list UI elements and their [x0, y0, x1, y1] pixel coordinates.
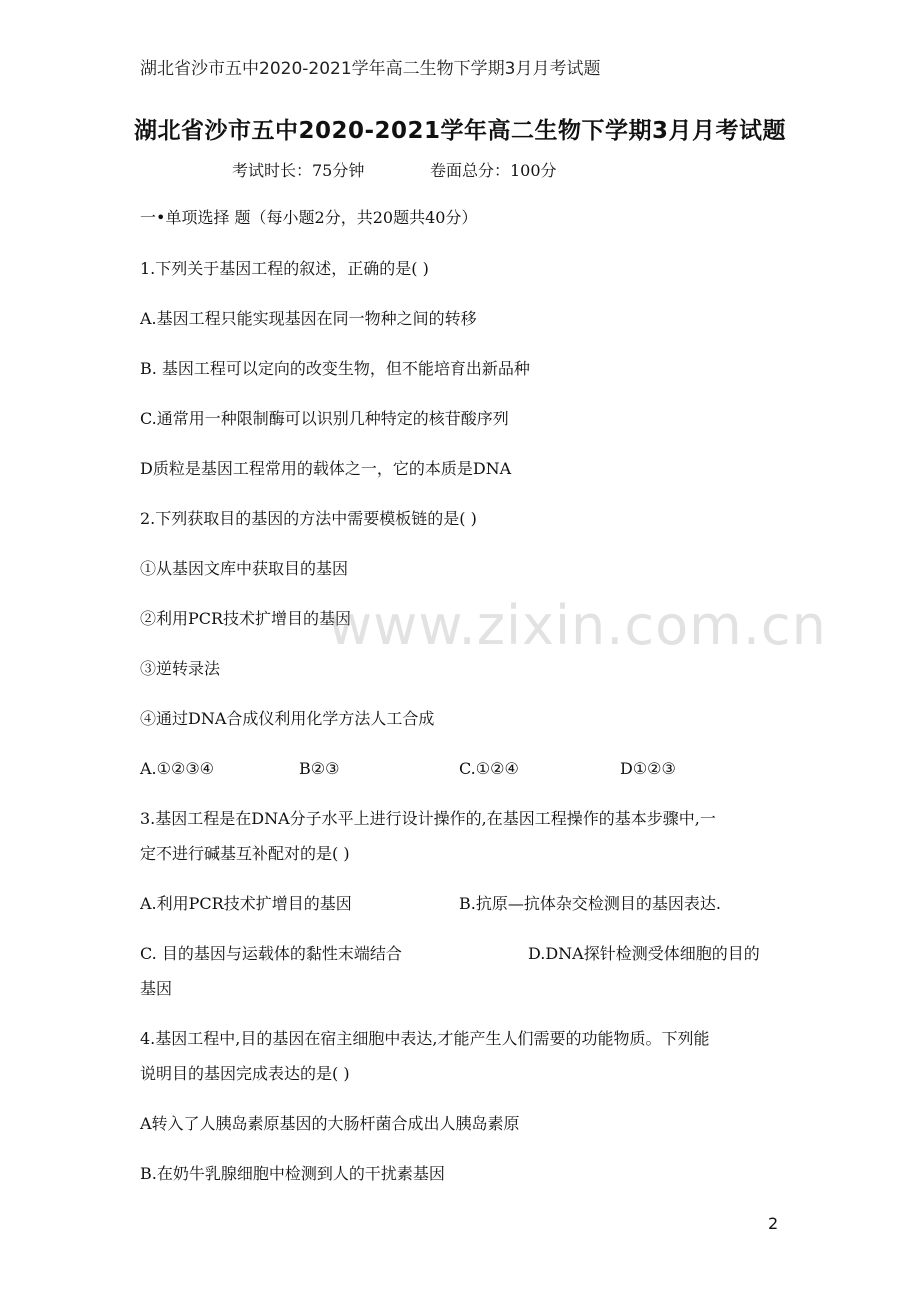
- question-2-statement-1: ①从基因文库中获取目的基因: [140, 559, 349, 578]
- question-1-option-d: D质粒是基因工程常用的载体之一，它的本质是DNA: [140, 459, 512, 478]
- running-header: 湖北省沙市五中2020-2021学年高二生物下学期3月月考试题: [140, 59, 601, 79]
- question-3-option-d-line-1: D.DNA探针检测受体细胞的目的: [528, 944, 760, 963]
- section-heading: 一•单项选择 题（每小题2分，共20题共40分）: [140, 208, 478, 227]
- question-4-stem-line-1: 4.基因工程中,目的基因在宿主细胞中表达,才能产生人们需要的功能物质。下列能: [140, 1029, 710, 1048]
- question-2-option-d: D①②③: [620, 759, 676, 778]
- question-2-option-a: A.①②③④: [140, 759, 215, 778]
- question-2-statement-3: ③逆转录法: [140, 659, 221, 678]
- question-4-option-b: B.在奶牛乳腺细胞中检测到人的干扰素基因: [140, 1164, 445, 1183]
- question-1-option-b: B. 基因工程可以定向的改变生物，但不能培育出新品种: [140, 359, 530, 378]
- question-3-option-a: A.利用PCR技术扩增目的基因: [140, 894, 352, 913]
- question-3-stem-line-2: 定不进行碱基互补配对的是( ): [140, 844, 350, 863]
- exam-duration: 考试时长：75分钟: [232, 161, 365, 180]
- watermark: www.zixin.com.cn: [328, 594, 827, 657]
- question-4-stem-line-2: 说明目的基因完成表达的是( ): [140, 1064, 350, 1083]
- question-2-option-b: B②③: [299, 759, 340, 778]
- question-1-option-a: A.基因工程只能实现基因在同一物种之间的转移: [140, 309, 477, 328]
- question-4-option-a: A转入了人胰岛素原基因的大肠杆菌合成出人胰岛素原: [140, 1114, 520, 1133]
- page-number: 2: [768, 1214, 779, 1233]
- question-2-option-c: C.①②④: [459, 759, 519, 778]
- question-2-statement-4: ④通过DNA合成仪利用化学方法人工合成: [140, 709, 435, 728]
- document-title: 湖北省沙市五中2020-2021学年高二生物下学期3月月考试题: [133, 118, 787, 144]
- question-3-option-b: B.抗原—抗体杂交检测目的基因表达.: [459, 894, 721, 913]
- total-score: 卷面总分：100分: [430, 161, 557, 180]
- question-2-stem: 2.下列获取目的基因的方法中需要模板链的是( ): [140, 509, 477, 528]
- question-1-stem: 1.下列关于基因工程的叙述，正确的是( ): [140, 259, 429, 278]
- question-3-stem-line-1: 3.基因工程是在DNA分子水平上进行设计操作的,在基因工程操作的基本步骤中,一: [140, 809, 716, 828]
- question-2-statement-2: ②利用PCR技术扩增目的基因: [140, 609, 352, 628]
- question-1-option-c: C.通常用一种限制酶可以识别几种特定的核苷酸序列: [140, 409, 509, 428]
- question-3-option-d-line-2: 基因: [140, 979, 173, 998]
- question-3-option-c: C. 目的基因与运载体的黏性末端结合: [140, 944, 402, 963]
